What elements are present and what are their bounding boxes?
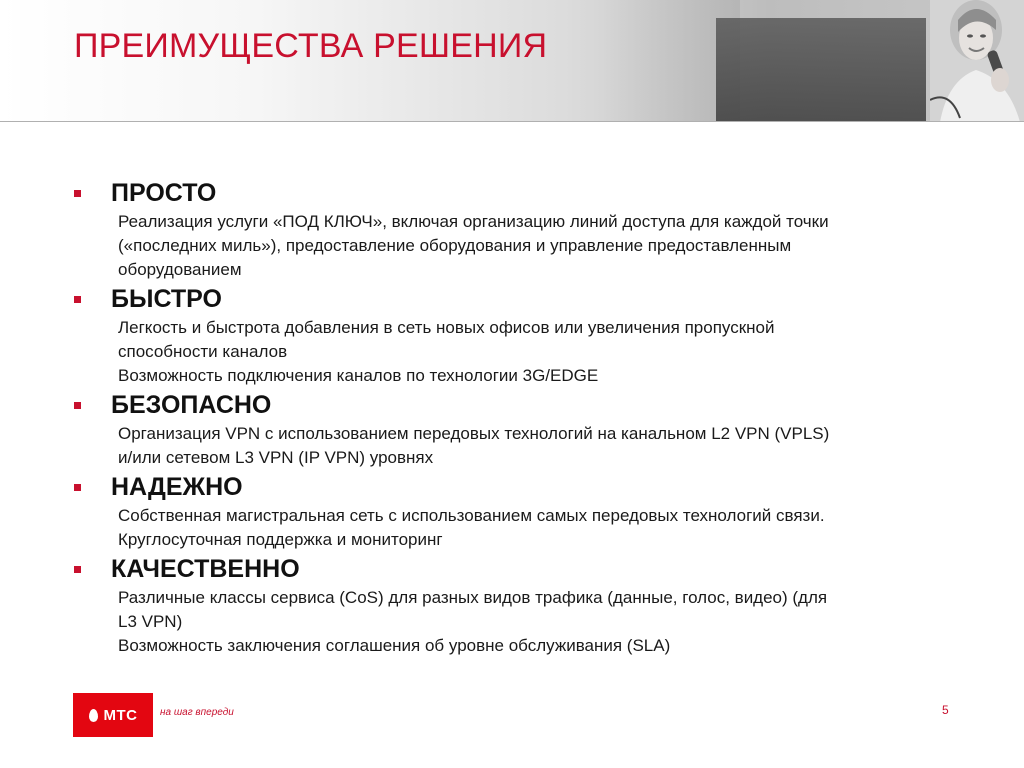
benefit-description	[118, 422, 974, 470]
bullet-icon	[74, 190, 81, 197]
benefit-header	[74, 282, 974, 316]
logo-text: МТС	[103, 706, 138, 724]
mts-logo	[73, 693, 153, 737]
benefit-title: НАДЕЖНО	[111, 472, 243, 501]
woman-on-phone-photo	[930, 0, 1024, 122]
benefits-list	[74, 176, 974, 658]
bullet-icon	[74, 402, 81, 409]
benefit-description	[118, 210, 974, 282]
description-line: оборудованием	[118, 260, 242, 279]
description-line: Организация VPN с использованием передовых технологий на канальном L2 VPN (VPLS)	[118, 424, 830, 443]
page-number: 5	[942, 703, 949, 717]
description-line: способности каналов	[118, 342, 288, 361]
slogan: на шаг впереди	[160, 707, 234, 718]
description-line: Возможность заключения соглашения об уровне обслуживания (SLA)	[118, 636, 671, 655]
mts-egg-logo-icon	[89, 709, 98, 722]
benefit-title: ПРОСТО	[111, 178, 217, 207]
benefit-section-reliable	[74, 470, 974, 552]
bullet-icon	[74, 566, 81, 573]
benefit-description	[118, 316, 974, 388]
header-divider	[0, 121, 1024, 122]
description-line: Легкость и быстрота добавления в сеть новых офисов или увеличения пропускной	[118, 318, 775, 337]
benefit-section-quality	[74, 552, 974, 658]
benefit-section-simple	[74, 176, 974, 282]
description-line: Различные классы сервиса (CoS) для разных видов трафика (данные, голос, видео) (для	[118, 588, 828, 607]
benefit-header	[74, 552, 974, 586]
benefit-header	[74, 176, 974, 210]
description-line: L3 VPN)	[118, 612, 183, 631]
header-dark-panel	[716, 18, 926, 122]
benefit-section-fast	[74, 282, 974, 388]
benefit-description	[118, 504, 974, 552]
benefit-title: БЕЗОПАСНО	[111, 390, 272, 419]
description-line: Реализация услуги «ПОД КЛЮЧ», включая организацию линий доступа для каждой точки	[118, 212, 829, 231]
benefit-section-secure	[74, 388, 974, 470]
description-line: Круглосуточная поддержка и мониторинг	[118, 530, 443, 549]
slide-title: ПРЕИМУЩЕСТВА РЕШЕНИЯ	[74, 27, 548, 65]
description-line: («последних миль»), предоставление оборудования и управление предоставленным	[118, 236, 792, 255]
benefit-header	[74, 470, 974, 504]
benefit-header	[74, 388, 974, 422]
benefit-title: КАЧЕСТВЕННО	[111, 554, 300, 583]
bullet-icon	[74, 484, 81, 491]
description-line: Возможность подключения каналов по технологии 3G/EDGE	[118, 366, 599, 385]
benefit-title: БЫСТРО	[111, 284, 222, 313]
description-line: Собственная магистральная сеть с использованием самых передовых технологий связи.	[118, 506, 825, 525]
description-line: и/или сетевом L3 VPN (IP VPN) уровнях	[118, 448, 434, 467]
benefit-description	[118, 586, 974, 658]
bullet-icon	[74, 296, 81, 303]
